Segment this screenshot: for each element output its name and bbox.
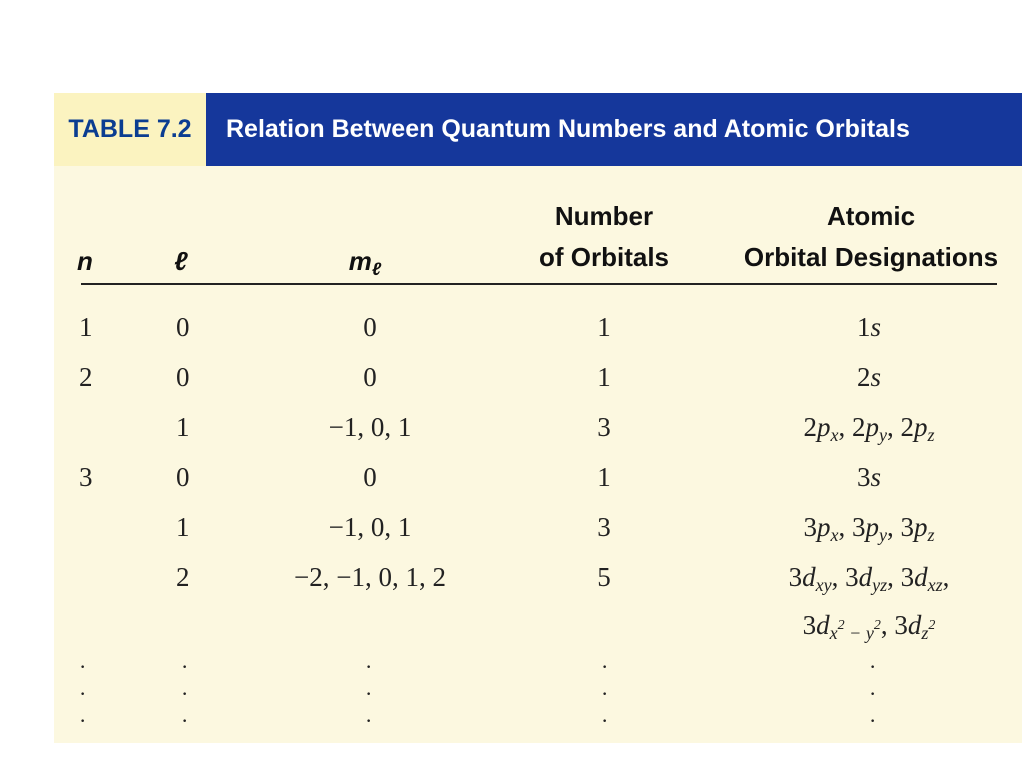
table-title: Relation Between Quantum Numbers and Atomic Orbitals bbox=[206, 93, 1022, 166]
quantum-numbers-table bbox=[54, 93, 1022, 743]
header-ml: $m_\ell$ bbox=[348, 246, 382, 279]
ellipsis-l: · · · bbox=[181, 654, 189, 733]
cell-l: 0 bbox=[176, 312, 190, 342]
cell-l: 1 bbox=[176, 412, 190, 442]
cell-ml: −2, −1, 0, 1, 2 bbox=[294, 562, 446, 592]
cell-n: 1 bbox=[79, 312, 93, 342]
cell-ml: −1, 0, 1 bbox=[328, 412, 412, 442]
cell-ml: 0 bbox=[363, 312, 377, 342]
cell-designation: $2p_x$, $2p_y$, $2p_z$ bbox=[803, 412, 935, 445]
cell-l: 0 bbox=[176, 462, 190, 492]
cell-designation: $3d_{x^2 - y^2}$, $3d_{z^2}$ bbox=[802, 610, 936, 643]
header-n: n bbox=[77, 246, 93, 276]
cell-designation: 3s bbox=[856, 462, 881, 492]
cell-l: 1 bbox=[176, 512, 190, 542]
cell-l: 2 bbox=[176, 562, 190, 592]
cell-count: 1 bbox=[597, 362, 611, 392]
table-label: TABLE 7.2 bbox=[54, 93, 206, 166]
cell-designation: 1s bbox=[856, 312, 881, 342]
ellipsis-count: · · · bbox=[601, 654, 609, 733]
ellipsis-designation: · · · bbox=[869, 654, 877, 733]
header-number-of-orbitals: Number of Orbitals bbox=[538, 201, 669, 272]
cell-count: 1 bbox=[597, 462, 611, 492]
cell-n: 3 bbox=[79, 462, 93, 492]
cell-n: 2 bbox=[79, 362, 93, 392]
cell-designation: 2s bbox=[856, 362, 881, 392]
cell-count: 1 bbox=[597, 312, 611, 342]
cell-ml: −1, 0, 1 bbox=[328, 512, 412, 542]
cell-designation: $3d_{xy}$, $3d_{yz}$, $3d_{xz}$, bbox=[788, 562, 950, 595]
ellipsis-ml: · · · bbox=[365, 654, 373, 733]
cell-designation: $3p_x$, $3p_y$, $3p_z$ bbox=[803, 512, 935, 545]
table-title-bar bbox=[54, 93, 1022, 166]
cell-count: 3 bbox=[597, 512, 611, 542]
cell-ml: 0 bbox=[363, 462, 377, 492]
cell-ml: 0 bbox=[363, 362, 377, 392]
cell-count: 3 bbox=[597, 412, 611, 442]
header-l: ℓ bbox=[174, 246, 188, 276]
ellipsis-n: · · · bbox=[79, 654, 87, 733]
header-atomic-orbital-designations: Atomic Orbital Designations bbox=[743, 201, 999, 272]
cell-l: 0 bbox=[176, 362, 190, 392]
header-rule bbox=[81, 283, 997, 285]
cell-count: 5 bbox=[597, 562, 611, 592]
